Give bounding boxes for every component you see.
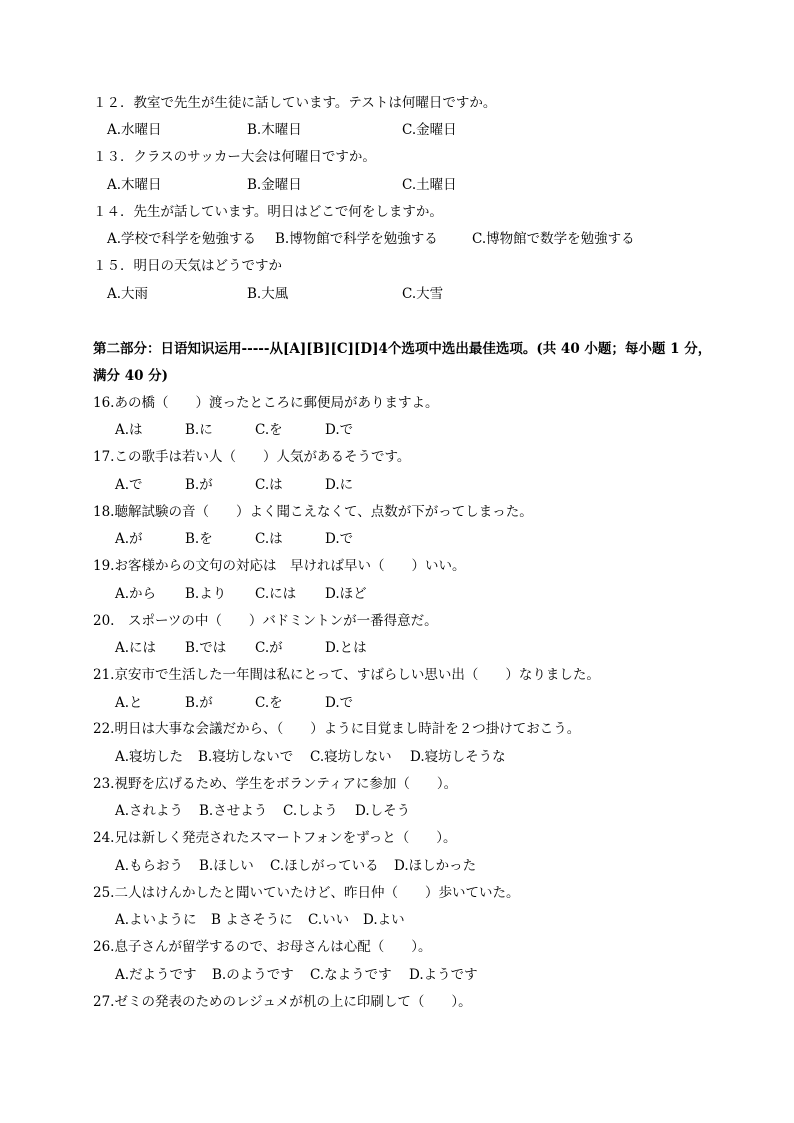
option-13-a: A.木曜日 (107, 177, 162, 193)
option-23-a: A.されよう (115, 803, 184, 819)
option-12-a: A.水曜日 (107, 122, 162, 138)
option-25-a: A.よいように (115, 912, 197, 928)
option-26-a: A.だようです (115, 967, 197, 983)
question-21: 21.京安市で生活した一年間は私にとって、すばらしい思い出（ ）なりました。 (93, 667, 600, 683)
option-19-b: B.より (185, 586, 227, 602)
option-24-d: D.ほしかった (394, 858, 477, 874)
option-22-a: A.寝坊した (115, 749, 184, 765)
question-12: １２．教室で先生が生徒に話しています。テストは何曜日ですか。 (93, 95, 497, 111)
question-19: 19.お客様からの文句の対応は 早ければ早い（ ）いい。 (93, 558, 466, 574)
question-15: １５．明日の天気はどうですか (93, 258, 282, 274)
option-19-c: C.には (255, 586, 297, 602)
question-16: 16.あの橋（ ）渡ったところに郵便局がありますよ。 (93, 395, 439, 411)
option-21-c: C.を (255, 695, 283, 711)
option-21-d: D.で (325, 695, 354, 711)
option-19-d: D.ほど (325, 586, 367, 602)
option-18-c: C.は (255, 531, 283, 547)
option-16-c: C.を (255, 422, 283, 438)
option-17-b: B.が (185, 477, 213, 493)
question-18: 18.聴解試験の音（ ）よく聞こえなくて、点数が下がってしまった。 (93, 504, 533, 520)
option-14-b: B.博物館で科学を勉強する (275, 231, 438, 247)
option-16-b: B.に (185, 422, 213, 438)
option-24-c: C.ほしがっている (270, 858, 379, 874)
option-15-a: A.大雨 (107, 286, 149, 302)
option-15-b: B.大風 (247, 286, 289, 302)
option-15-c: C.大雪 (402, 286, 444, 302)
option-22-b: B.寝坊しないで (198, 749, 294, 765)
option-26-d: D.ようです (409, 967, 478, 983)
question-24: 24.兄は新しく発売されたスマートフォンをずっと（ ）。 (93, 830, 457, 846)
option-21-a: A.と (115, 695, 143, 711)
option-23-d: D.しそう (355, 803, 411, 819)
option-20-c: C.が (255, 640, 283, 656)
option-18-b: B.を (185, 531, 213, 547)
part2-heading: 第二部分：日语知识运用-----从[A][B][C][D]4个选项中选出最佳选项。(共 40 小题；每小题 1 分， (93, 341, 712, 357)
option-20-d: D.とは (325, 640, 367, 656)
option-16-d: D.で (325, 422, 354, 438)
option-24-b: B.ほしい (199, 858, 254, 874)
option-17-c: C.は (255, 477, 283, 493)
option-22-c: C.寝坊しない (310, 749, 392, 765)
option-19-a: A.から (115, 586, 157, 602)
option-12-b: B.木曜日 (247, 122, 302, 138)
question-17: 17.この歌手は若い人（ ）人気があるそうです。 (93, 449, 411, 465)
option-20-b: B.では (185, 640, 227, 656)
question-27: 27.ゼミの発表のためのレジュメが机の上に印刷して（ ）。 (93, 994, 472, 1010)
option-22-d: D.寝坊しそうな (410, 749, 506, 765)
option-26-c: C.なようです (310, 967, 392, 983)
option-23-b: B.させよう (199, 803, 268, 819)
option-14-c: C.博物館で数学を勉強する (472, 231, 635, 247)
question-14: １４．先生が話しています。明日はどこで何をしますか。 (93, 204, 443, 220)
option-25-c: C.いい (308, 912, 350, 928)
option-25-d: D.よい (363, 912, 405, 928)
option-24-a: A.もらおう (115, 858, 184, 874)
option-13-c: C.土曜日 (402, 177, 457, 193)
question-20: 20. スポーツの中（ ）バドミントンが一番得意だ。 (93, 613, 438, 629)
option-21-b: B.が (185, 695, 213, 711)
option-26-b: B.のようです (212, 967, 294, 983)
option-16-a: A.は (115, 422, 143, 438)
option-14-a: A.学校で科学を勉強する (107, 231, 257, 247)
part2-heading-score: 满分 40 分) (93, 368, 169, 384)
option-17-a: A.で (115, 477, 143, 493)
option-18-d: D.で (325, 531, 354, 547)
option-13-b: B.金曜日 (247, 177, 302, 193)
question-13: １３．クラスのサッカー大会は何曜日ですか。 (93, 149, 376, 165)
option-25-b: B よさそうに (211, 912, 293, 928)
question-26: 26.息子さんが留学するので、お母さんは心配（ ）。 (93, 939, 432, 955)
option-17-d: D.に (325, 477, 354, 493)
option-12-c: C.金曜日 (402, 122, 457, 138)
question-22: 22.明日は大事な会議だから、（ ）ように目覚まし時計を２つ掛けておこう。 (93, 721, 581, 737)
option-18-a: A.が (115, 531, 143, 547)
option-20-a: A.には (115, 640, 157, 656)
question-25: 25.二人はけんかしたと聞いていたけど、昨日仲（ ）歩いていた。 (93, 885, 520, 901)
question-23: 23.視野を広げるため、学生をボランティアに参加（ ）。 (93, 776, 458, 792)
option-23-c: C.しよう (283, 803, 338, 819)
